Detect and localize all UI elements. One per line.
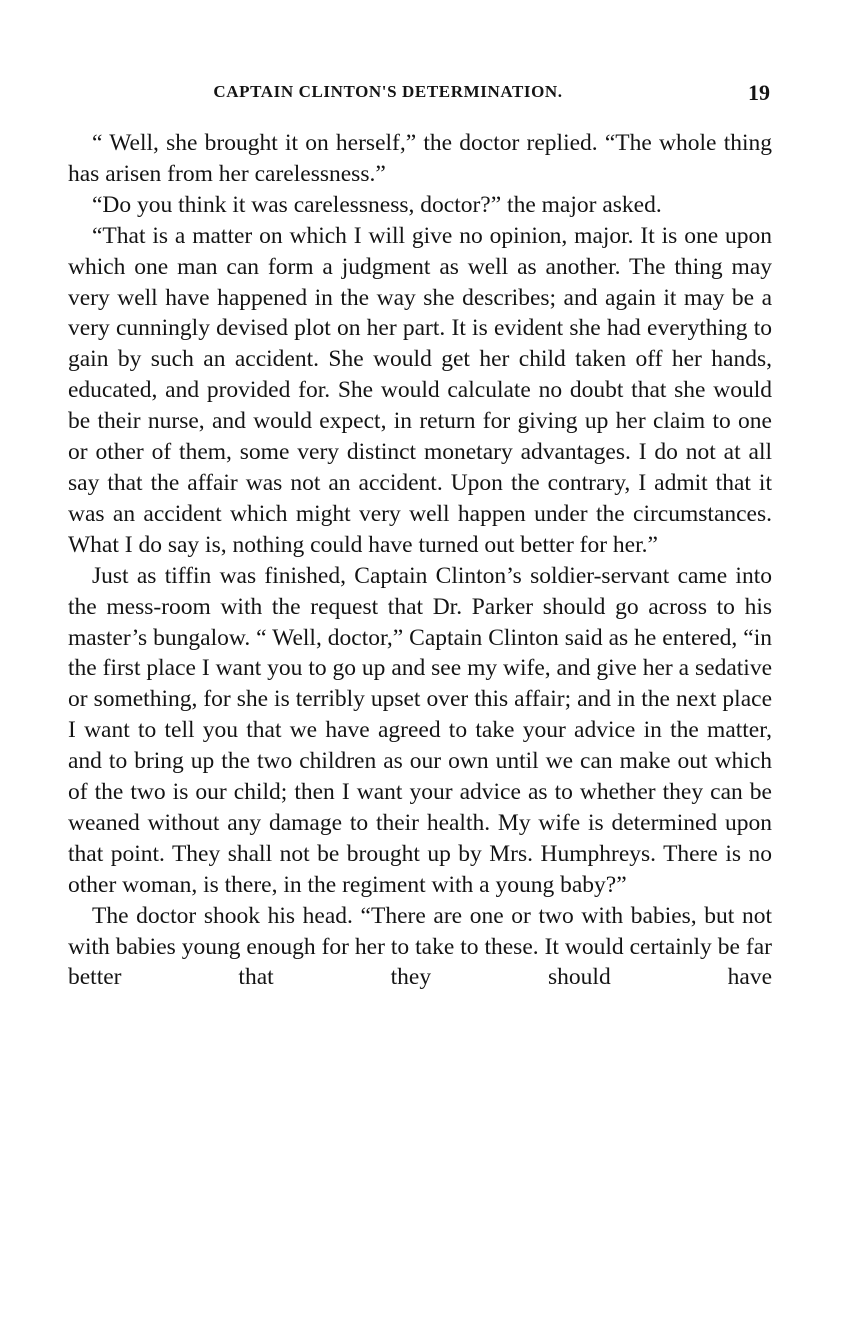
- chapter-title: CAPTAIN CLINTON'S DETERMINATION.: [213, 82, 563, 101]
- paragraph-4: Just as tiffin was finished, Captain Clinton’s soldier-servant came into the mess-room with the request that Dr. Parker should go across to his master’s bungalow. “ Well, doctor,” Captain Clinton said as he entered, “in the first place I want you to go up and see my wife, and give her a sedative or something, for she is terribly upset over this affair; and in the next place I want to tell you that we have agreed to take your advice in the matter, and to bring up the two children as our own until we can make out which of the two is our child; then I want your advice as to whether they can be weaned without any damage to their health. My wife is determined upon that point. They shall not be brought up by Mrs. Humphreys. There is no other woman, is there, in the regiment with a young baby?”: [68, 562, 772, 898]
- page-number: 19: [748, 80, 770, 105]
- paragraph-1: “ Well, she brought it on herself,” the doctor replied. “The whole thing has arisen from her carelessness.”: [68, 130, 772, 187]
- body-text: [68, 128, 772, 993]
- book-page: [68, 80, 772, 993]
- paragraph-5: The doctor shook his head. “There are one or two with babies, but not with babies young enough for her to take to these. It would certainly be far better that they should have: [68, 902, 772, 991]
- paragraph-3: “That is a matter on which I will give no opinion, major. It is one upon which one man can form a judgment as well as another. The thing may very well have happened in the way she describes; and again it may be a very cunningly devised plot on her part. It is evident she had everything to gain by such an accident. She would get her child taken off her hands, educated, and provided for. She would calculate no doubt that she would be their nurse, and would expect, in return for giving up her claim to one or other of them, some very distinct monetary advantages. I do not at all say that the affair was not an accident. Upon the contrary, I admit that it was an accident which might very well happen under the circumstances. What I do say is, nothing could have turned out better for her.”: [68, 222, 772, 558]
- paragraph-2: “Do you think it was carelessness, doctor?” the major asked.: [92, 191, 662, 218]
- running-head: [68, 80, 772, 110]
